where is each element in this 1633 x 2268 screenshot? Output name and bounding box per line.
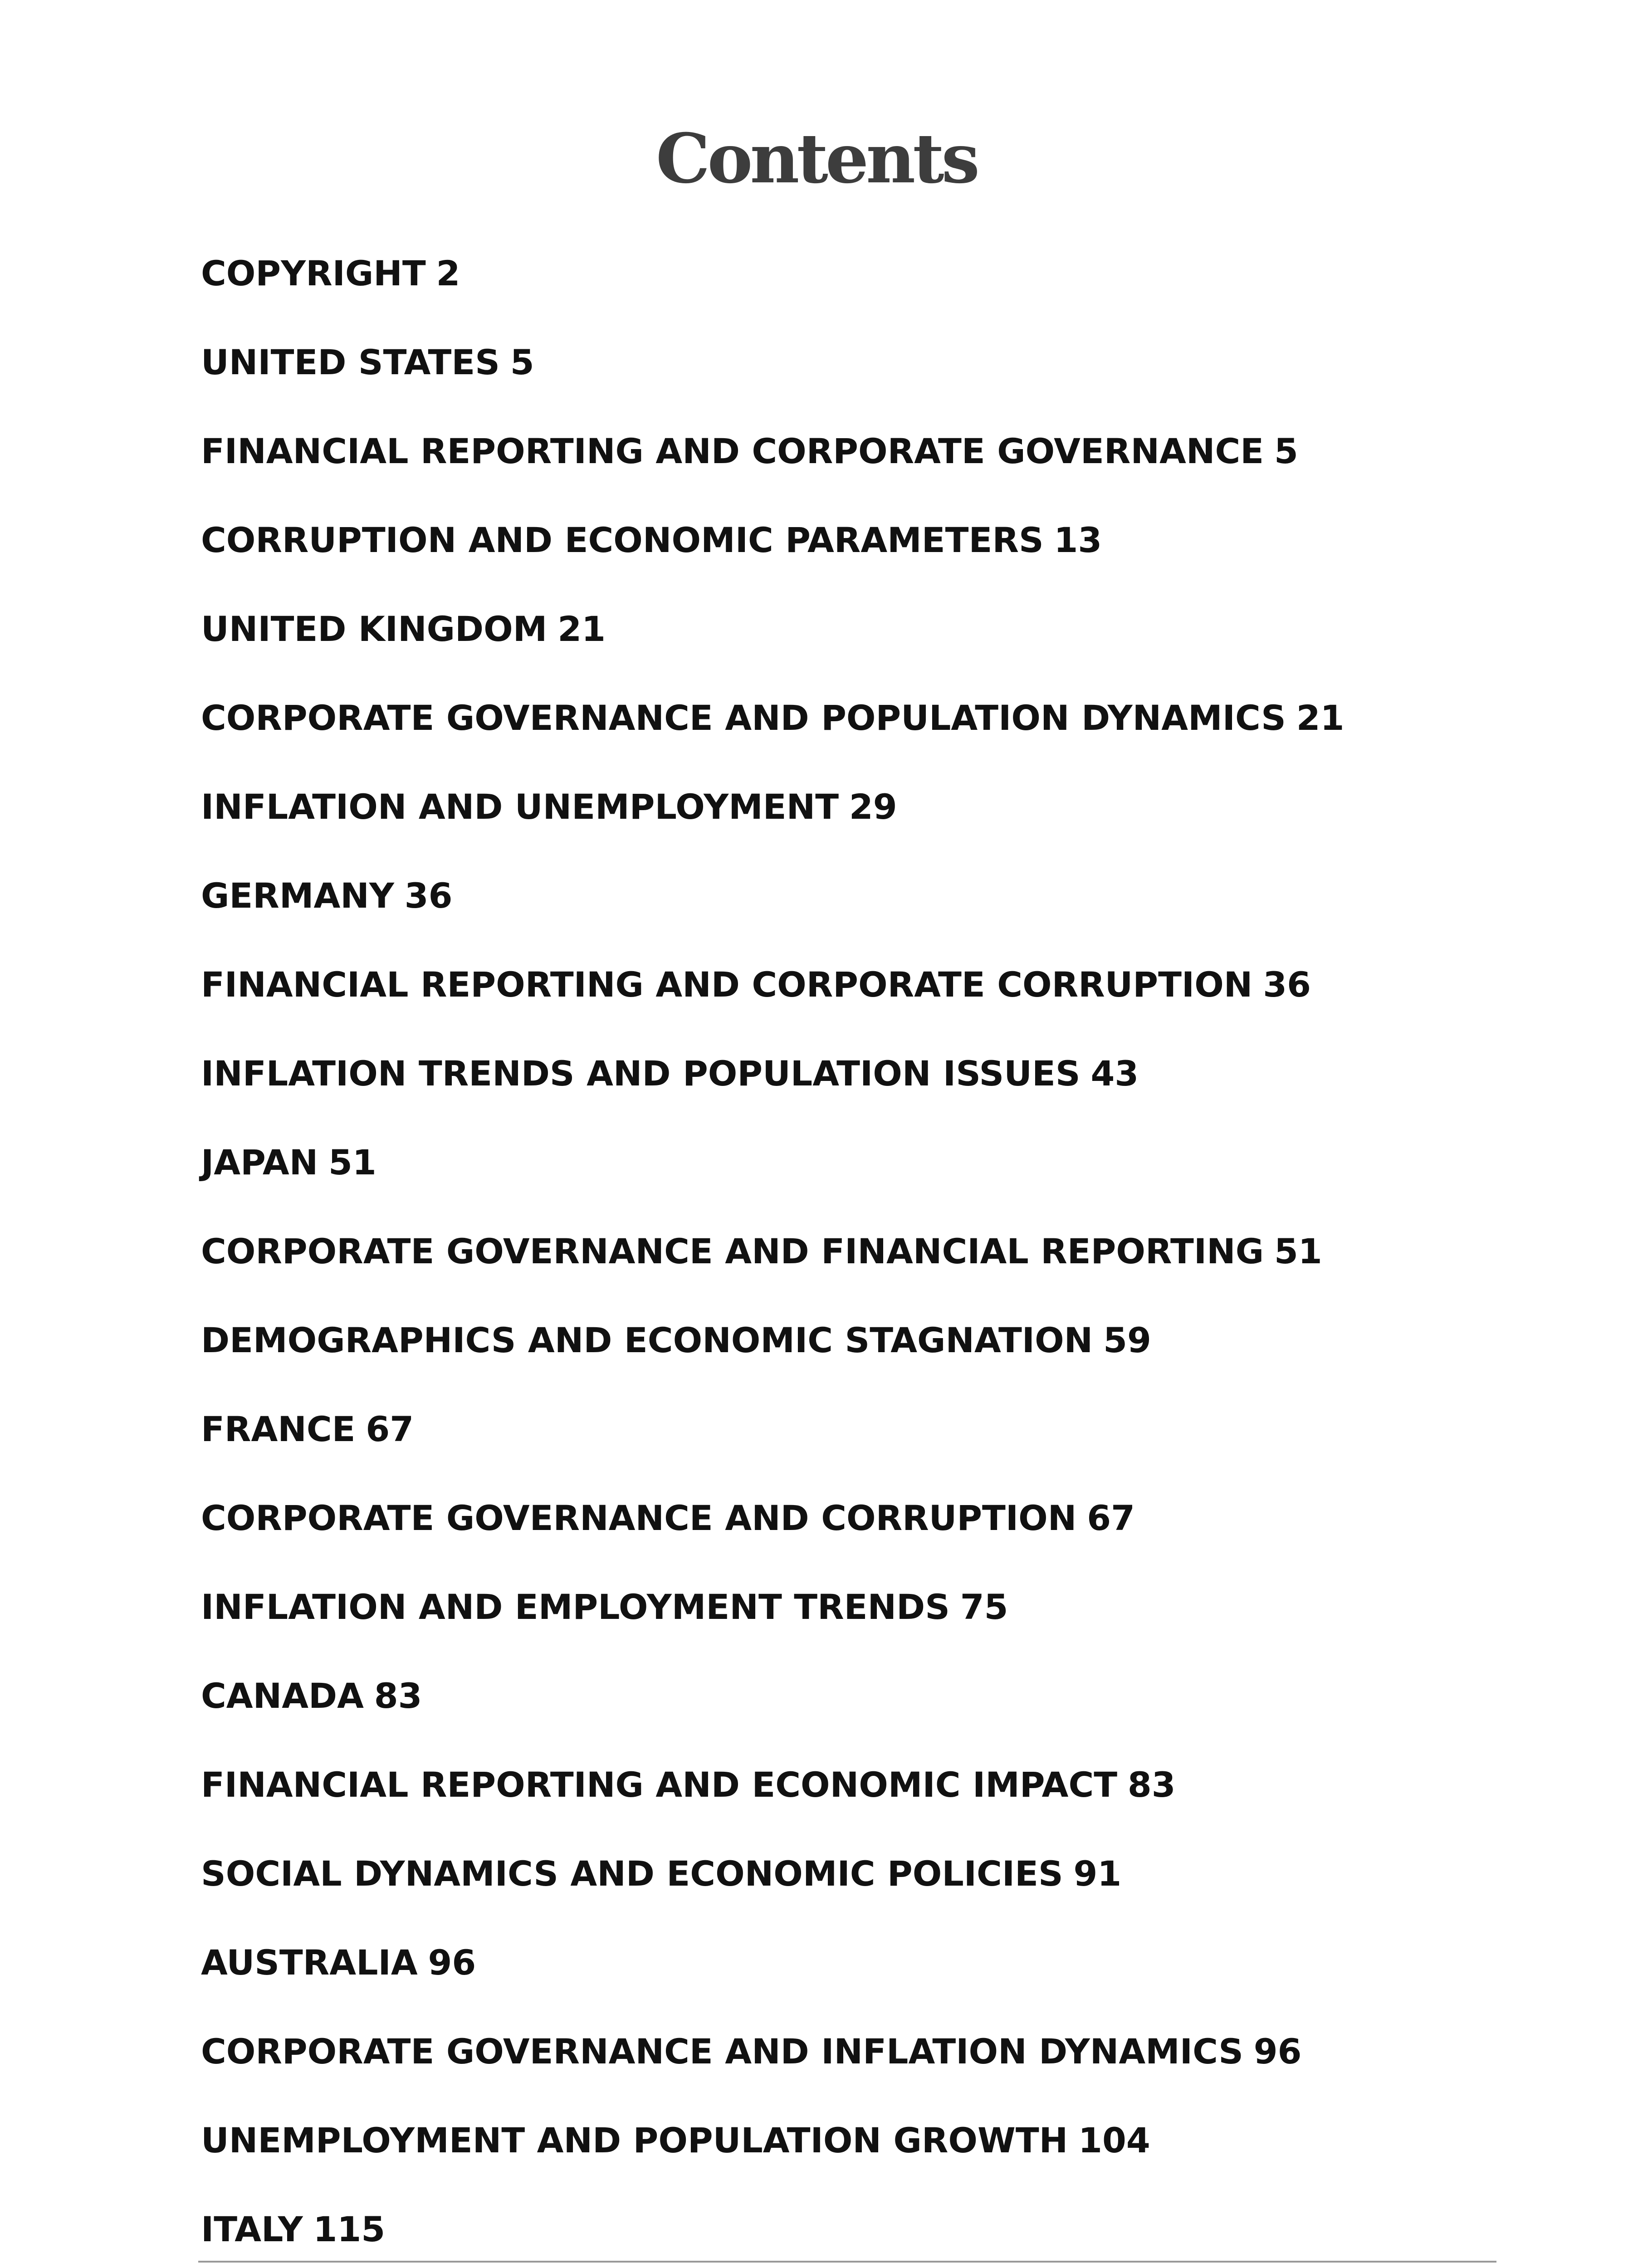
toc-entry-label: ITALY [201, 2209, 303, 2249]
toc-entry-label: INFLATION AND EMPLOYMENT TRENDS [201, 1587, 950, 1627]
page-title: Contents [655, 119, 977, 199]
toc-entry-page: 115 [313, 2209, 386, 2249]
toc-entry-label: CORPORATE GOVERNANCE AND POPULATION DYNAMICS [201, 698, 1286, 738]
toc-entry-label: CORPORATE GOVERNANCE AND CORRUPTION [201, 1498, 1077, 1538]
toc-entry[interactable] [201, 1760, 1516, 1849]
toc-entry-label: CORPORATE GOVERNANCE AND FINANCIAL REPORTING [201, 1231, 1264, 1271]
toc-entry[interactable] [201, 1582, 1516, 1671]
toc-entry[interactable] [201, 249, 1516, 337]
toc-entry[interactable] [201, 515, 1516, 604]
toc-entry[interactable] [201, 1671, 1516, 1760]
toc-entry[interactable] [201, 2027, 1516, 2116]
toc-entry[interactable] [201, 2204, 1516, 2268]
toc-entry-label: AUSTRALIA [201, 1942, 418, 1983]
toc-entry-label: FINANCIAL REPORTING AND ECONOMIC IMPACT [201, 1765, 1118, 1805]
footer-divider [198, 2261, 1496, 2263]
toc-entry[interactable] [201, 2116, 1516, 2204]
toc-entry-label: UNEMPLOYMENT AND POPULATION GROWTH [201, 2120, 1068, 2160]
table-of-contents [201, 249, 1516, 2268]
toc-entry-page: 67 [366, 1409, 414, 1449]
toc-entry-label: DEMOGRAPHICS AND ECONOMIC STAGNATION [201, 1320, 1093, 1360]
toc-entry-page: 2 [436, 253, 460, 293]
toc-entry[interactable] [201, 871, 1516, 960]
toc-entry[interactable] [201, 1493, 1516, 1582]
toc-entry-label: FINANCIAL REPORTING AND CORPORATE GOVERNANCE [201, 431, 1264, 471]
toc-entry-page: 59 [1103, 1320, 1151, 1360]
toc-entry-label: UNITED KINGDOM [201, 609, 548, 649]
toc-entry-page: 5 [1274, 431, 1298, 471]
toc-entry-label: SOCIAL DYNAMICS AND ECONOMIC POLICIES [201, 1853, 1063, 1894]
toc-entry-label: INFLATION TRENDS AND POPULATION ISSUES [201, 1053, 1081, 1094]
toc-entry[interactable] [201, 1315, 1516, 1404]
toc-entry-label: INFLATION AND UNEMPLOYMENT [201, 787, 839, 827]
toc-entry-page: 104 [1078, 2120, 1150, 2160]
toc-entry[interactable] [201, 1227, 1516, 1315]
toc-entry-label: CORPORATE GOVERNANCE AND INFLATION DYNAMICS [201, 2031, 1243, 2072]
toc-entry[interactable] [201, 1138, 1516, 1227]
toc-entry-label: FRANCE [201, 1409, 356, 1449]
toc-entry-page: 51 [1274, 1231, 1322, 1271]
toc-entry[interactable] [201, 604, 1516, 693]
toc-entry-page: 51 [328, 1142, 376, 1183]
toc-entry-label: COPYRIGHT [201, 253, 426, 293]
toc-entry[interactable] [201, 426, 1516, 515]
toc-entry[interactable] [201, 337, 1516, 426]
toc-entry-label: FINANCIAL REPORTING AND CORPORATE CORRUPTION [201, 964, 1253, 1005]
toc-entry-page: 21 [557, 609, 606, 649]
toc-entry[interactable] [201, 1404, 1516, 1493]
toc-entry[interactable] [201, 693, 1516, 782]
toc-entry-page: 96 [428, 1942, 476, 1983]
toc-entry[interactable] [201, 960, 1516, 1049]
toc-entry-page: 13 [1054, 520, 1102, 560]
toc-entry[interactable] [201, 1938, 1516, 2027]
toc-entry-page: 91 [1073, 1853, 1122, 1894]
toc-entry-page: 83 [374, 1676, 422, 1716]
toc-entry-page: 21 [1296, 698, 1345, 738]
toc-entry[interactable] [201, 1849, 1516, 1938]
toc-entry-label: UNITED STATES [201, 342, 500, 382]
toc-entry-page: 5 [510, 342, 534, 382]
toc-entry-label: CANADA [201, 1676, 364, 1716]
toc-entry[interactable] [201, 1049, 1516, 1138]
toc-entry-page: 36 [404, 875, 453, 916]
toc-entry-label: CORRUPTION AND ECONOMIC PARAMETERS [201, 520, 1044, 560]
toc-entry-label: GERMANY [201, 875, 394, 916]
toc-entry[interactable] [201, 782, 1516, 871]
toc-entry-page: 67 [1087, 1498, 1135, 1538]
toc-entry-page: 43 [1090, 1053, 1139, 1094]
toc-entry-page: 96 [1253, 2031, 1302, 2072]
toc-entry-page: 75 [960, 1587, 1008, 1627]
toc-entry-label: JAPAN [201, 1142, 318, 1183]
toc-entry-page: 83 [1127, 1765, 1176, 1805]
toc-entry-page: 36 [1263, 964, 1311, 1005]
toc-entry-page: 29 [849, 787, 897, 827]
